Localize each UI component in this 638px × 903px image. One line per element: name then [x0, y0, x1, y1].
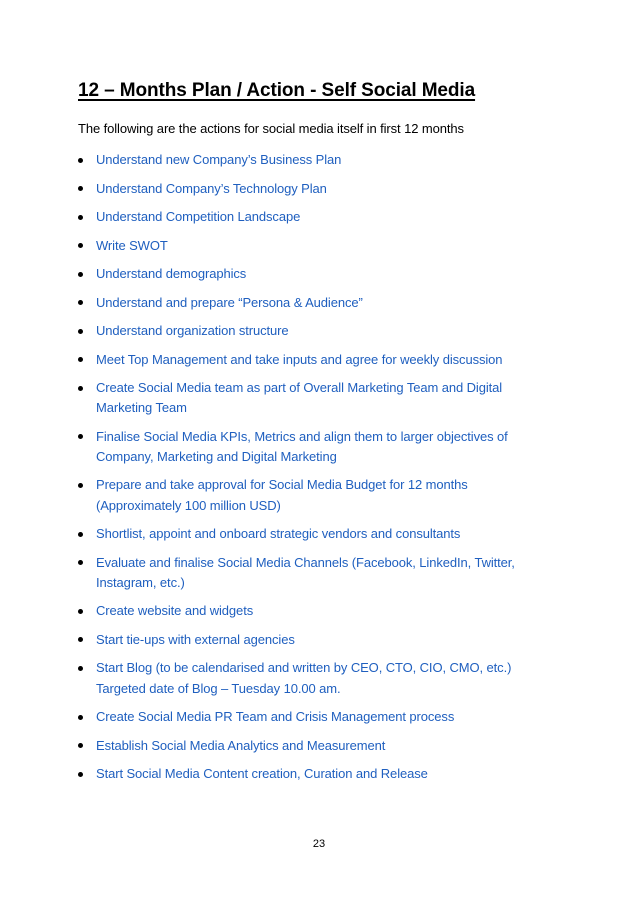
list-item — [78, 764, 558, 784]
bullet-icon — [78, 434, 83, 439]
list-item — [78, 630, 558, 650]
list-item-text: Finalise Social Media KPIs, Metrics and align them to larger objectives of — [96, 428, 508, 444]
list-item — [78, 736, 558, 756]
bullet-icon — [78, 357, 83, 362]
list-item-text: Marketing Team — [96, 400, 187, 416]
bullet-icon — [78, 666, 83, 671]
list-item — [78, 150, 558, 170]
bullet-icon — [78, 243, 83, 248]
bullet-icon — [78, 300, 83, 305]
bullet-icon — [78, 329, 83, 334]
bullet-icon — [78, 743, 83, 748]
list-item-text: Create website and widgets — [96, 603, 254, 619]
list-item — [78, 601, 558, 621]
bullet-icon — [78, 272, 83, 277]
bullet-icon — [78, 215, 83, 220]
list-item-text: Understand new Company’s Business Plan — [96, 152, 342, 167]
list-item-text: Shortlist, appoint and onboard strategic vendors and consultants — [96, 526, 461, 542]
page-heading: 12 – Months Plan / Action - Self Social Media — [78, 80, 476, 101]
bullet-icon — [78, 158, 83, 163]
list-item — [78, 179, 558, 199]
list-item — [78, 427, 558, 467]
list-item — [78, 321, 558, 341]
intro-paragraph: The following are the actions for social media itself in first 12 months — [78, 121, 464, 136]
action-list — [78, 150, 558, 793]
bullet-icon — [78, 186, 83, 191]
page-number: 23 — [312, 838, 326, 850]
bullet-icon — [78, 386, 83, 391]
list-item-text: Prepare and take approval for Social Media Budget for 12 months — [96, 477, 468, 493]
list-item — [78, 293, 558, 313]
list-item — [78, 475, 558, 515]
list-item-text: Understand and prepare “Persona & Audience” — [96, 294, 363, 310]
list-item-text: Write SWOT — [96, 237, 168, 253]
list-item-text: Evaluate and finalise Social Media Channels (Facebook, LinkedIn, Twitter, — [96, 554, 515, 570]
list-item-text: Start tie-ups with external agencies — [96, 631, 295, 647]
list-item — [78, 350, 558, 370]
list-item — [78, 264, 558, 284]
bullet-icon — [78, 560, 83, 565]
list-item-text: Understand organization structure — [96, 323, 289, 338]
list-item — [78, 524, 558, 544]
list-item — [78, 378, 558, 418]
list-item-text: Meet Top Management and take inputs and agree for weekly discussion — [96, 351, 503, 367]
list-item-text: Understand Company’s Technology Plan — [96, 180, 327, 196]
bullet-icon — [78, 483, 83, 488]
list-item — [78, 236, 558, 256]
list-item-text: Create Social Media PR Team and Crisis Management process — [96, 709, 455, 725]
list-item — [78, 553, 558, 593]
list-item-text: Establish Social Media Analytics and Measurement — [96, 737, 386, 753]
list-item-text: Company, Marketing and Digital Marketing — [96, 448, 337, 464]
list-item-text: Targeted date of Blog – Tuesday 10.00 am. — [96, 680, 341, 696]
list-item — [78, 207, 558, 227]
bullet-icon — [78, 609, 83, 614]
list-item-text: Understand Competition Landscape — [96, 209, 301, 224]
bullet-icon — [78, 532, 83, 537]
list-item — [78, 707, 558, 727]
list-item-text: Start Blog (to be calendarised and written by CEO, CTO, CIO, CMO, etc.) — [96, 660, 512, 676]
list-item-text: Create Social Media team as part of Overall Marketing Team and Digital — [96, 380, 503, 395]
list-item-text: (Approximately 100 million USD) — [96, 497, 281, 513]
bullet-icon — [78, 772, 83, 777]
list-item-text: Start Social Media Content creation, Curation and Release — [96, 766, 428, 782]
list-item-text: Instagram, etc.) — [96, 574, 185, 590]
bullet-icon — [78, 715, 83, 720]
list-item — [78, 658, 558, 698]
bullet-icon — [78, 637, 83, 642]
list-item-text: Understand demographics — [96, 266, 247, 281]
